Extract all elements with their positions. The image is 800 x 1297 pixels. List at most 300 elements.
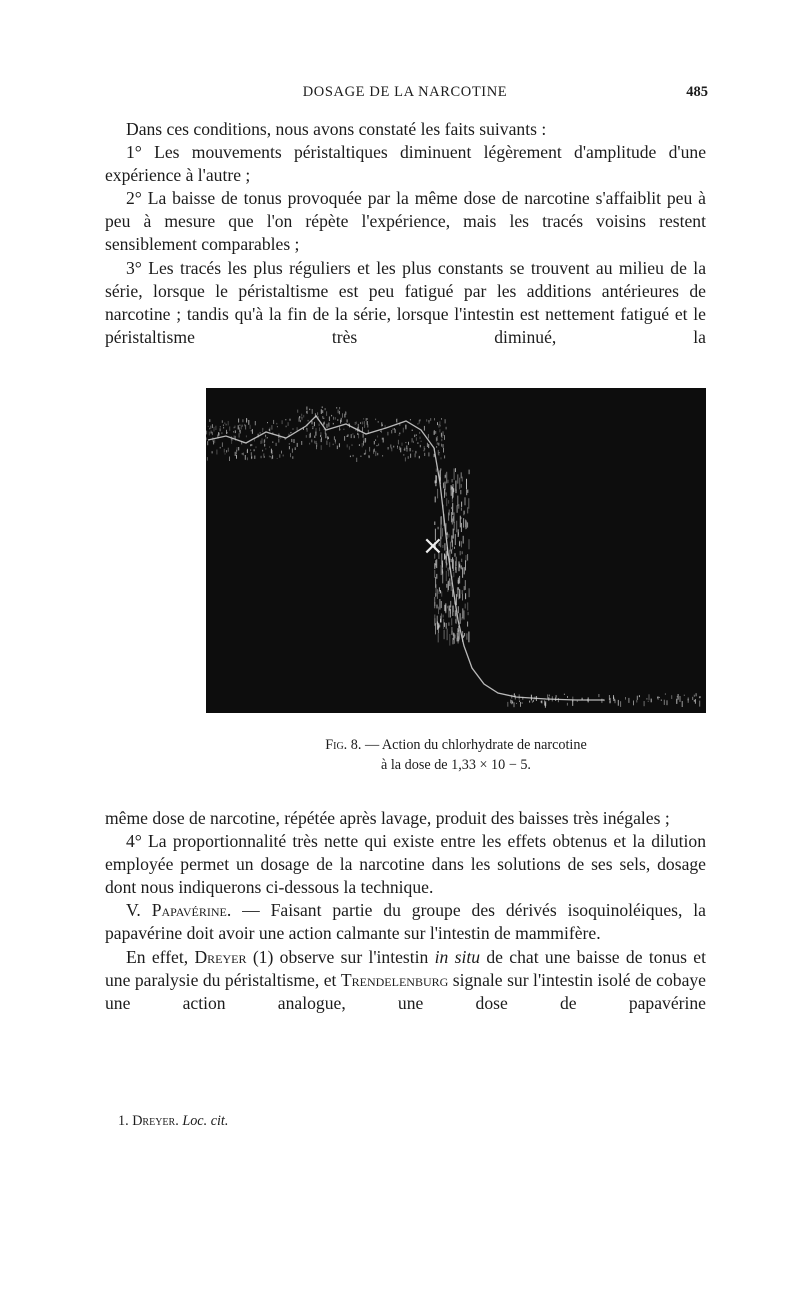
trace-speck <box>262 431 263 433</box>
trace-speck <box>466 479 467 490</box>
trace-speck <box>350 456 351 458</box>
trace-speck <box>438 527 439 530</box>
trace-speck <box>333 423 334 425</box>
trace-speck <box>351 434 352 438</box>
trace-speck <box>364 424 365 428</box>
trace-speck <box>428 434 429 438</box>
trace-speck <box>329 442 330 447</box>
trace-speck <box>451 507 452 509</box>
trace-speck <box>362 422 363 425</box>
trace-speck <box>375 419 376 421</box>
trace-speck <box>277 458 278 459</box>
figure-label: Fig. 8. <box>325 737 362 753</box>
trace-speck <box>321 445 322 450</box>
trace-speck <box>397 447 398 448</box>
trace-speck <box>337 446 338 450</box>
trace-speck <box>297 443 298 447</box>
trace-speck <box>443 448 444 453</box>
trace-speck <box>281 451 282 454</box>
trace-speck <box>358 434 359 438</box>
trace-speck <box>339 411 340 414</box>
trace-speck <box>239 428 240 432</box>
trace-speck <box>434 615 435 626</box>
trace-speck <box>522 702 523 704</box>
trace-speck <box>453 633 454 640</box>
paragraph-intro: Dans ces conditions, nous avons constaté les faits suivants : <box>126 119 547 139</box>
trace-speck <box>272 441 273 443</box>
trace-speck <box>251 452 252 455</box>
trace-speck <box>256 446 257 448</box>
trace-speck <box>248 420 249 425</box>
trace-speck <box>309 434 310 438</box>
trace-speck <box>306 428 307 430</box>
trace-speck <box>363 418 364 419</box>
trace-speck <box>367 421 368 425</box>
trace-speck <box>377 436 378 438</box>
trace-speck <box>439 599 440 610</box>
trace-speck <box>429 420 430 424</box>
trace-speck <box>339 443 340 447</box>
trace-image <box>206 388 706 713</box>
trace-speck <box>466 633 467 639</box>
trace-speck <box>406 446 407 450</box>
trace-speck <box>377 445 378 446</box>
trace-speck <box>438 633 439 642</box>
trace-speck <box>620 701 621 707</box>
trace-speck <box>464 511 465 515</box>
trace-speck <box>692 697 693 700</box>
trace-speck <box>239 425 240 427</box>
trace-speck <box>427 443 428 447</box>
trace-speck <box>266 437 267 438</box>
trace-speck <box>468 632 469 643</box>
trace-speck <box>352 433 353 434</box>
trace-speck <box>467 490 468 493</box>
trace-speck <box>451 485 452 490</box>
trace-speck <box>364 421 365 424</box>
trace-speck <box>270 456 271 457</box>
trace-speck <box>212 424 213 428</box>
trace-speck <box>446 623 447 629</box>
trace-speck <box>339 427 340 431</box>
trace-speck <box>448 570 449 576</box>
trace-speck <box>390 445 391 448</box>
trace-speck <box>354 435 355 438</box>
trace-speck <box>238 425 239 429</box>
trace-speck <box>452 606 453 616</box>
trace-speck <box>412 450 413 451</box>
trace-speck <box>395 429 396 433</box>
trace-speck <box>286 426 287 428</box>
paragraph-item-3: 3° Les tracés les plus réguliers et les plus constants se trouvent au milieu de la série, lorsque le péristaltisme est peu fatigué par les additions antérieures de narcotine ; tandis qu'à la fin de la série, lorsque l'intestin est nettement fatigué et le péristaltisme très diminué, la <box>105 257 706 347</box>
trace-speck <box>403 454 404 456</box>
trace-speck <box>661 699 662 701</box>
trace-speck <box>212 432 213 435</box>
trace-speck <box>312 426 313 427</box>
trace-speck <box>297 427 298 430</box>
trace-speck <box>292 456 293 459</box>
trace-speck <box>261 456 262 458</box>
trace-speck <box>324 422 325 425</box>
trace-speck <box>466 555 467 562</box>
trace-speck <box>391 447 392 449</box>
trace-speck <box>684 695 685 696</box>
trace-speck <box>416 437 417 440</box>
trace-speck <box>419 432 420 434</box>
trace-speck <box>216 450 217 455</box>
trace-speck <box>246 418 247 422</box>
trace-speck <box>441 418 442 419</box>
trace-speck <box>436 469 437 472</box>
trace-speck <box>235 426 236 428</box>
trace-speck <box>314 441 315 444</box>
trace-speck <box>464 633 465 636</box>
trace-speck <box>460 551 461 555</box>
trace-speck <box>609 695 610 700</box>
trace-speck <box>251 430 252 431</box>
trace-speck <box>424 426 425 431</box>
trace-speck <box>415 451 416 454</box>
trace-speck <box>356 422 357 425</box>
trace-speck <box>317 412 318 415</box>
trace-speck <box>262 428 263 431</box>
trace-speck <box>434 522 435 526</box>
paragraph-item-2: 2° La baisse de tonus provoquée par la même dose de narcotine s'affaiblit peu à peu à mesure que l'on répète l'expérience, mais les tracés voisins restent sensiblement comparables ; <box>105 188 706 255</box>
trace-speck <box>277 426 278 427</box>
trace-speck <box>443 615 444 618</box>
trace-speck <box>520 702 521 707</box>
trace-speck <box>417 442 418 444</box>
trace-speck <box>273 420 274 424</box>
trace-speck <box>625 697 626 700</box>
in-situ: in situ <box>434 946 481 967</box>
trace-speck <box>388 447 389 450</box>
trace-speck <box>467 522 468 528</box>
trace-speck <box>659 697 660 698</box>
footnote-number: 1. <box>118 1113 129 1129</box>
trace-speck <box>378 444 379 446</box>
trace-speck <box>215 426 216 430</box>
trace-speck <box>451 583 452 591</box>
trace-speck <box>450 609 451 618</box>
trace-speck <box>271 425 272 429</box>
trace-speck <box>567 696 568 698</box>
trace-speck <box>462 608 463 618</box>
trace-speck <box>448 622 449 625</box>
trace-speck <box>373 449 374 454</box>
trace-speck <box>440 590 441 593</box>
trace-speck <box>229 427 230 431</box>
trace-speck <box>319 424 320 427</box>
trace-speck <box>454 468 455 479</box>
trace-speck <box>447 629 448 641</box>
trace-speck <box>667 700 668 705</box>
trace-speck <box>428 452 429 456</box>
trace-speck <box>457 496 458 506</box>
trace-speck <box>325 433 326 435</box>
trace-speck <box>434 570 435 578</box>
trace-speck <box>303 415 304 418</box>
trace-speck <box>405 442 406 443</box>
trace-speck <box>218 432 219 434</box>
trace-speck <box>322 416 323 419</box>
trace-speck <box>322 406 323 408</box>
trace-speck <box>664 700 665 705</box>
trace-speck <box>415 453 416 457</box>
trace-speck <box>276 423 277 425</box>
trace-speck <box>314 422 315 426</box>
trace-speck <box>347 419 348 422</box>
trace-speck <box>434 418 435 420</box>
trace-speck <box>335 440 336 442</box>
trace-speck <box>323 418 324 419</box>
trace-speck <box>347 436 348 437</box>
trace-speck <box>400 448 401 453</box>
trace-speck <box>440 425 441 427</box>
trace-speck <box>435 480 436 483</box>
trace-speck <box>397 446 398 447</box>
trace-speck <box>235 452 236 456</box>
trace-speck <box>458 606 459 613</box>
trace-baseline <box>208 416 604 700</box>
trace-speck <box>439 431 440 432</box>
trace-speck <box>458 504 459 509</box>
trace-speck <box>342 413 343 417</box>
trace-speck <box>264 456 265 458</box>
trace-speck <box>453 572 454 577</box>
trace-speck <box>462 567 463 577</box>
trace-speck <box>461 617 462 620</box>
trace-speck <box>461 523 462 532</box>
trace-speck <box>327 424 328 429</box>
trace-speck <box>214 427 215 432</box>
trace-speck <box>391 430 392 433</box>
trace-speck <box>439 424 440 427</box>
trace-speck <box>337 419 338 421</box>
trace-speck <box>544 700 545 705</box>
author-trendelenburg: Trendelenburg <box>340 969 449 990</box>
trace-speck <box>637 696 638 700</box>
trace-speck <box>421 441 422 442</box>
trace-speck <box>364 453 365 455</box>
trace-speck <box>405 457 406 461</box>
trace-speck <box>577 701 578 702</box>
trace-speck <box>628 698 629 703</box>
author-dreyer: Dreyer <box>194 946 247 967</box>
trace-speck <box>417 423 418 424</box>
trace-speck <box>441 591 442 596</box>
trace-speck <box>441 516 442 525</box>
trace-speck <box>250 450 251 451</box>
trace-speck <box>694 700 695 702</box>
trace-speck <box>325 408 326 410</box>
page-header <box>105 84 708 106</box>
trace-speck <box>441 439 442 442</box>
top-text-block <box>105 118 706 349</box>
trace-speck <box>404 449 405 450</box>
trace-speck <box>229 457 230 462</box>
trace-speck <box>374 441 375 444</box>
trace-speck <box>210 426 211 429</box>
trace-speck <box>454 547 455 549</box>
trace-speck <box>651 699 652 703</box>
trace-speck <box>439 429 440 430</box>
trace-speck <box>467 602 468 610</box>
trace-speck <box>314 436 315 438</box>
papaverine-text: — Faisant partie du groupe des dérivés isoquinoléiques, la papavérine doit avoir une action calmante sur l'intestin de mammifère. <box>105 900 706 944</box>
trace-speck <box>288 422 289 426</box>
trace-speck <box>463 518 464 528</box>
trace-speck <box>381 422 382 426</box>
trace-speck <box>333 444 334 445</box>
trace-speck <box>209 419 210 422</box>
trace-speck <box>677 696 678 698</box>
trace-speck <box>242 425 243 427</box>
trace-speck <box>443 483 444 489</box>
trace-speck <box>271 456 272 459</box>
trace-speck <box>460 563 461 568</box>
trace-speck <box>434 563 435 569</box>
trace-speck <box>448 500 449 504</box>
trace-speck <box>424 453 425 456</box>
trace-speck <box>242 453 243 455</box>
trace-speck <box>362 427 363 432</box>
trace-speck <box>438 607 439 615</box>
trace-speck <box>462 551 463 554</box>
trace-speck <box>436 446 437 448</box>
trace-speck <box>665 694 666 695</box>
trace-speck <box>437 422 438 425</box>
trace-speck <box>290 453 291 457</box>
trace-speck <box>455 468 456 472</box>
trace-speck <box>434 431 435 435</box>
trace-speck <box>598 694 599 697</box>
trace-speck <box>448 513 449 521</box>
figure-marker-x: × <box>422 531 444 561</box>
trace-speck <box>269 456 270 458</box>
trace-speck <box>462 594 463 601</box>
trace-speck <box>289 443 290 444</box>
trace-speck <box>264 440 265 444</box>
trace-speck <box>457 505 458 513</box>
trace-speck <box>255 421 256 425</box>
trace-speck <box>410 448 411 451</box>
paragraph-item-1: 1° Les mouvements péristaltiques diminuent légèrement d'amplitude d'une expérience à l'autre ; <box>105 142 706 186</box>
trace-speck <box>309 443 310 445</box>
trace-speck <box>416 434 417 436</box>
trace-speck <box>452 540 453 547</box>
paragraph-papaverine <box>105 899 706 945</box>
trace-speck <box>290 419 291 421</box>
trace-speck <box>680 696 681 702</box>
trace-speck <box>696 693 697 696</box>
trace-speck <box>461 502 462 507</box>
trace-speck <box>466 490 467 496</box>
trace-speck <box>347 444 348 447</box>
trace-speck <box>446 584 447 588</box>
trace-speck <box>419 456 420 459</box>
trace-speck <box>345 411 346 414</box>
trace-speck <box>251 455 252 459</box>
trace-speck <box>297 410 298 413</box>
trace-speck <box>306 407 307 410</box>
trace-speck <box>444 543 445 550</box>
trace-speck <box>282 420 283 424</box>
trace-speck <box>448 581 449 591</box>
trace-speck <box>243 453 244 456</box>
trace-speck <box>412 430 413 431</box>
trace-speck <box>316 443 317 447</box>
trace-speck <box>241 426 242 429</box>
caption-line-1 <box>206 735 706 755</box>
trace-speck <box>567 703 568 706</box>
trace-speck <box>461 565 462 569</box>
trace-speck <box>465 580 466 590</box>
trace-speck <box>355 424 356 425</box>
trace-speck <box>269 429 270 431</box>
trace-speck <box>437 489 438 499</box>
trace-speck <box>507 702 508 707</box>
trace-speck <box>252 429 253 434</box>
trace-speck <box>289 446 290 449</box>
trace-speck <box>461 508 462 511</box>
bottom-text-block <box>105 807 706 1015</box>
trace-speck <box>468 498 469 509</box>
trace-speck <box>367 418 368 420</box>
trace-speck <box>414 435 415 438</box>
trace-speck <box>467 622 468 627</box>
trace-speck <box>239 433 240 437</box>
trace-speck <box>613 697 614 701</box>
trace-speck <box>278 439 279 443</box>
trace-speck <box>260 432 261 434</box>
trace-speck <box>448 534 449 538</box>
trace-speck <box>279 454 280 457</box>
trace-speck <box>465 604 466 609</box>
trace-speck <box>453 516 454 521</box>
trace-speck <box>290 432 291 433</box>
trace-speck <box>461 559 462 562</box>
trace-speck <box>451 559 452 562</box>
trace-speck <box>364 438 365 443</box>
trace-speck <box>410 419 411 420</box>
trace-speck <box>360 422 361 424</box>
trace-speck <box>452 509 453 512</box>
trace-speck <box>312 409 313 414</box>
trace-speck <box>441 613 442 622</box>
trace-speck <box>460 490 461 494</box>
trace-speck <box>265 448 266 449</box>
trace-speck <box>369 447 370 452</box>
trace-speck <box>464 610 465 619</box>
trace-speck <box>438 443 439 446</box>
trace-speck <box>443 431 444 436</box>
trace-speck <box>322 410 323 413</box>
trace-speck <box>437 605 438 609</box>
trace-speck <box>367 424 368 427</box>
trace-speck <box>444 435 445 440</box>
trace-noise <box>206 406 701 707</box>
trace-speck <box>269 446 270 447</box>
trace-speck <box>435 577 436 588</box>
trace-speck <box>262 438 263 443</box>
trace-speck <box>378 421 379 422</box>
trace-speck <box>511 700 512 704</box>
trace-speck <box>224 449 225 453</box>
trace-speck <box>267 422 268 423</box>
trace-speck <box>320 432 321 435</box>
trace-speck <box>362 443 363 447</box>
